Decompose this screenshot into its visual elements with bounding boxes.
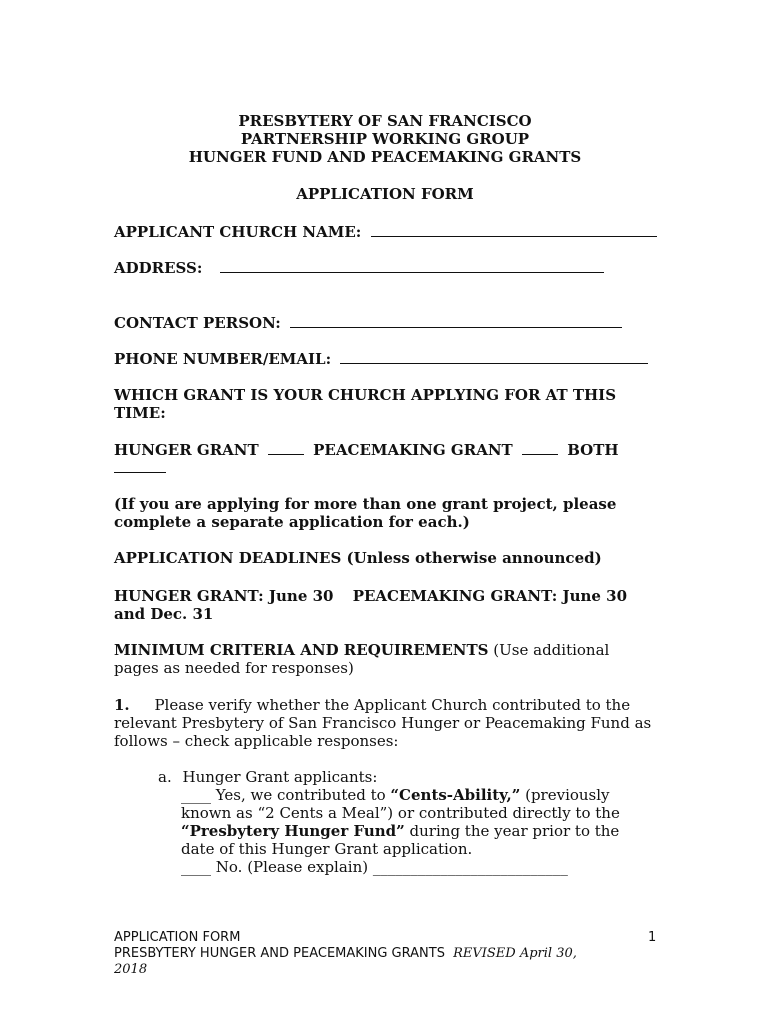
criteria-heading-note: (Use additional xyxy=(488,641,610,659)
footer-line1: APPLICATION FORM xyxy=(114,930,241,945)
org-title: PRESBYTERY OF SAN FRANCISCO xyxy=(238,112,532,130)
church-name-row xyxy=(114,222,657,241)
contact-field[interactable] xyxy=(290,313,622,328)
phone-email-field[interactable] xyxy=(340,349,648,364)
note-line1: (If you are applying for more than one grant project, please xyxy=(114,495,617,513)
q1a-yes-row xyxy=(181,786,610,804)
deadlines-line1 xyxy=(114,587,627,605)
group-title: PARTNERSHIP WORKING GROUP xyxy=(240,130,530,148)
both-label: BOTH xyxy=(567,441,619,459)
cents-ability-end: ,” xyxy=(506,786,521,804)
previously-text: (previously xyxy=(520,786,610,804)
footer-program: PRESBYTERY HUNGER AND PEACEMAKING GRANTS xyxy=(114,946,445,961)
q1a-label: a. xyxy=(158,768,172,786)
q1-line3: follows – check applicable responses: xyxy=(114,732,399,750)
program-title: HUNGER FUND AND PEACEMAKING GRANTS xyxy=(188,148,582,166)
peacemaking-grant-label: PEACEMAKING GRANT xyxy=(313,441,513,459)
grant-question-line2: TIME: xyxy=(114,404,166,422)
contact-row xyxy=(114,313,622,332)
footer-year: 2018 xyxy=(114,962,148,977)
criteria-line2: pages as needed for responses) xyxy=(114,659,354,677)
criteria-heading: MINIMUM CRITERIA AND REQUIREMENTS xyxy=(114,641,489,659)
footer-revised: REVISED April 30, xyxy=(453,946,577,961)
page-number: 1 xyxy=(648,930,657,945)
q1a-no-row xyxy=(181,858,568,876)
q1a-title-row xyxy=(158,768,377,786)
form-title: APPLICATION FORM xyxy=(296,185,474,203)
hunger-grant-check[interactable] xyxy=(268,440,304,455)
q1a-yes-prefix[interactable]: ____ Yes, we contributed to xyxy=(181,786,391,804)
phone-row xyxy=(114,349,648,368)
footer-line2 xyxy=(114,946,577,962)
q1-line2: relevant Presbytery of San Francisco Hunger or Peacemaking Fund as xyxy=(114,714,652,732)
q1a-title: Hunger Grant applicants: xyxy=(182,768,378,786)
phone-label: PHONE NUMBER/EMAIL: xyxy=(114,350,332,368)
hunger-grant-label: HUNGER GRANT xyxy=(114,441,259,459)
q1a-no-prefix[interactable]: ____ No. (Please explain) xyxy=(181,858,373,876)
peacemaking-deadline: PEACEMAKING GRANT: June 30 xyxy=(352,587,628,605)
criteria-heading-row xyxy=(114,641,609,659)
footer-year-row xyxy=(114,962,147,978)
contact-label: CONTACT PERSON: xyxy=(114,314,281,332)
presbytery-fund-name: “Presbytery Hunger Fund” xyxy=(181,822,405,840)
q1-line1 xyxy=(114,696,630,714)
grant-choice-row xyxy=(114,440,619,459)
both-check[interactable] xyxy=(114,458,166,473)
peacemaking-grant-check[interactable] xyxy=(522,440,558,455)
during-text: during the year prior to the xyxy=(404,822,620,840)
address-field[interactable] xyxy=(220,258,604,273)
q1-text-line1: Please verify whether the Applicant Church contributed to the xyxy=(154,696,631,714)
grant-question-line1: WHICH GRANT IS YOUR CHURCH APPLYING FOR AT THIS xyxy=(114,386,617,404)
q1a-explain-field[interactable]: __________________________ xyxy=(372,858,568,876)
cents-ability-name: “Cents-Ability xyxy=(390,786,507,804)
address-row xyxy=(114,258,604,277)
church-name-field[interactable] xyxy=(371,222,657,237)
both-row xyxy=(114,458,166,477)
deadlines-line2: and Dec. 31 xyxy=(114,605,214,623)
q1a-fund-row xyxy=(181,822,619,840)
address-label: ADDRESS: xyxy=(114,259,203,277)
q1a-known-line: known as “2 Cents a Meal”) or contributed directly to the xyxy=(181,804,620,822)
q1a-date-line: date of this Hunger Grant application. xyxy=(181,840,473,858)
hunger-deadline: HUNGER GRANT: June 30 xyxy=(114,587,334,605)
note-line2: complete a separate application for each.) xyxy=(114,513,470,531)
q1-number: 1. xyxy=(114,696,130,714)
deadlines-heading: APPLICATION DEADLINES (Unless otherwise announced) xyxy=(114,549,602,567)
church-name-label: APPLICANT CHURCH NAME: xyxy=(114,223,362,241)
